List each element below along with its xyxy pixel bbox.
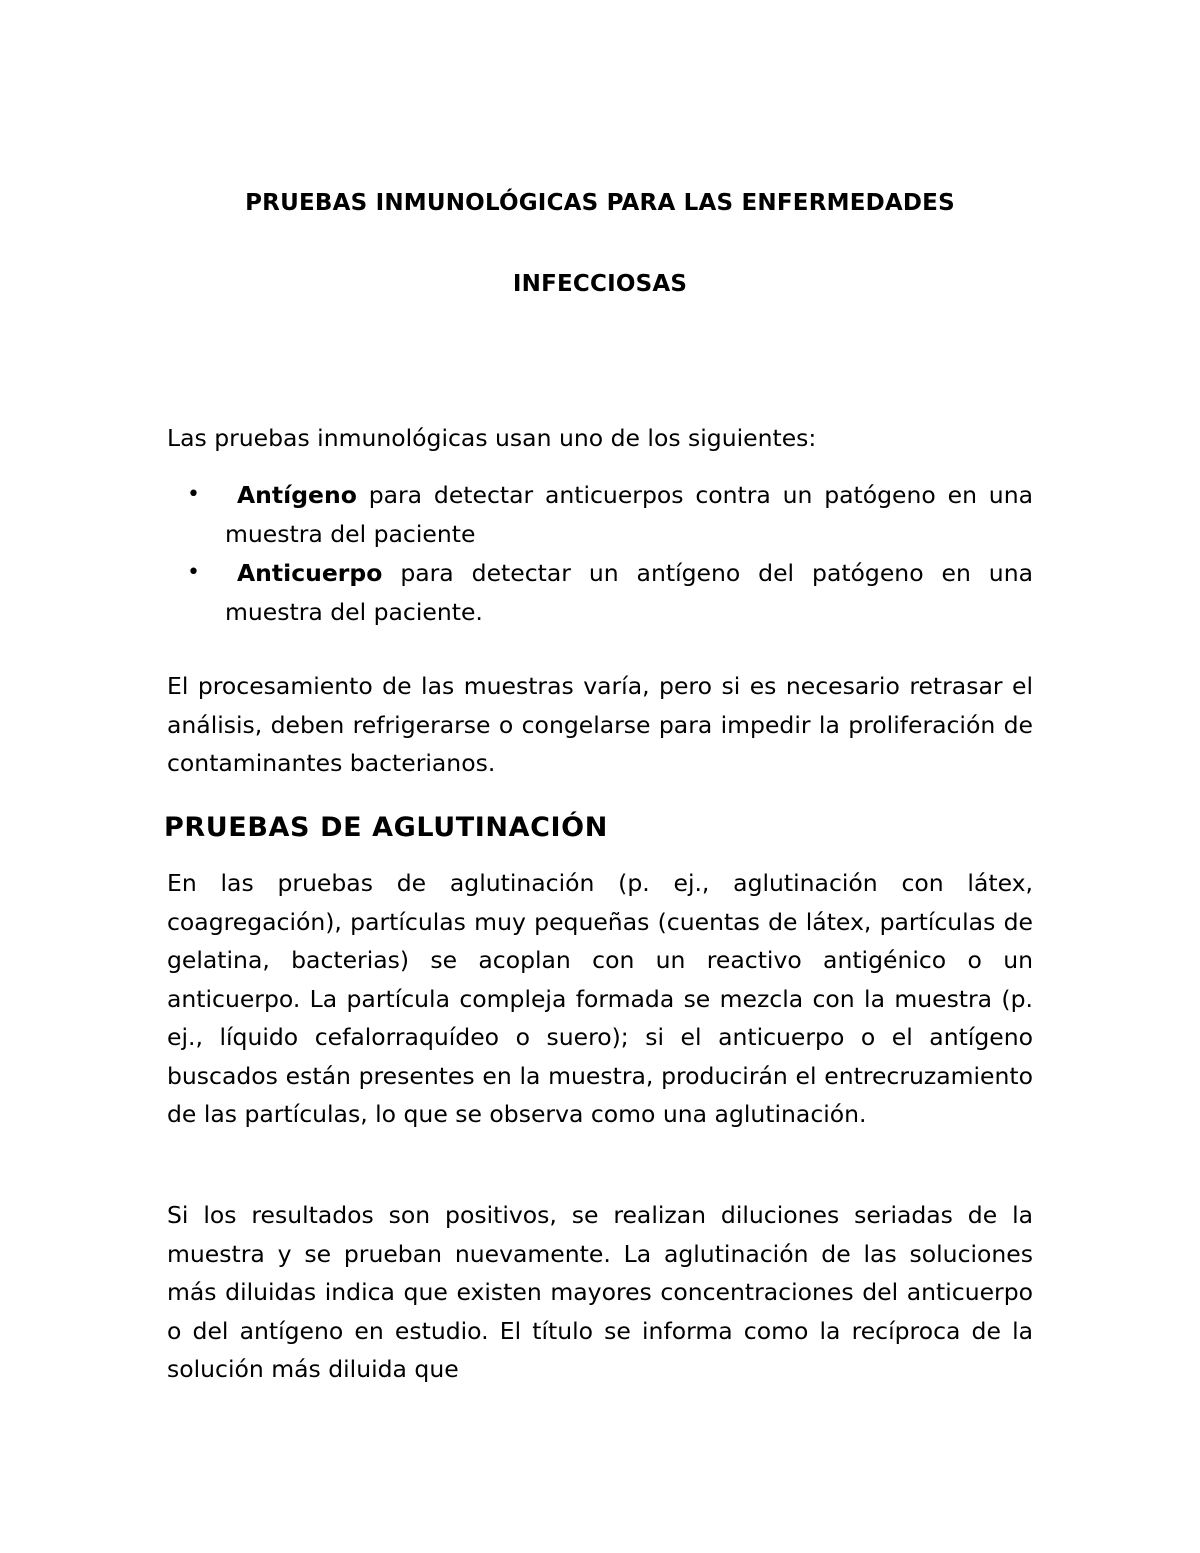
list-item [167,476,1033,553]
bullet-list [167,476,1033,632]
bullet-text: para detectar anticuerpos contra un patógeno en una muestra del paciente [225,481,1033,548]
results-paragraph: Si los resultados son positivos, se realizan diluciones seriadas de la muestra y se prueban nuevamente. La aglutinación de las soluciones más diluidas indica que existen mayores concentraciones del anticuerpo o del antígeno en estudio. El título se informa como la recíproca de la solución más diluida que [167,1201,1033,1383]
section-heading: PRUEBAS DE AGLUTINACIÓN [164,812,608,843]
bullet-icon: • [187,560,200,585]
intro-paragraph: Las pruebas inmunológicas usan uno de los siguientes: [167,424,817,452]
agglutination-paragraph: En las pruebas de aglutinación (p. ej., aglutinación con látex, coagregación), partículas muy pequeñas (cuentas de látex, partículas de gelatina, bacterias) se acoplan con un reactivo antigénico o un anticuerpo. La partícula compleja formada se mezcla con la muestra (p. ej., líquido cefalorraquídeo o suero); si el anticuerpo o el antígeno buscados están presentes en la muestra, producirán el entrecruzamiento de las partículas, lo que se observa como una aglutinación. [167,869,1033,1128]
bullet-term: Anticuerpo [237,559,383,587]
document-title-line-2: INFECCIOSAS [512,271,688,297]
processing-paragraph: El procesamiento de las muestras varía, pero si es necesario retrasar el análisis, deben refrigerarse o congelarse para impedir la proliferación de contaminantes bacterianos. [167,672,1033,777]
list-item [167,554,1033,631]
bullet-text: para detectar un antígeno del patógeno en una muestra del paciente. [225,559,1033,626]
bullet-term: Antígeno [237,481,357,509]
bullet-icon: • [187,482,200,507]
document-title-line-1: PRUEBAS INMUNOLÓGICAS PARA LAS ENFERMEDADES [245,190,955,216]
